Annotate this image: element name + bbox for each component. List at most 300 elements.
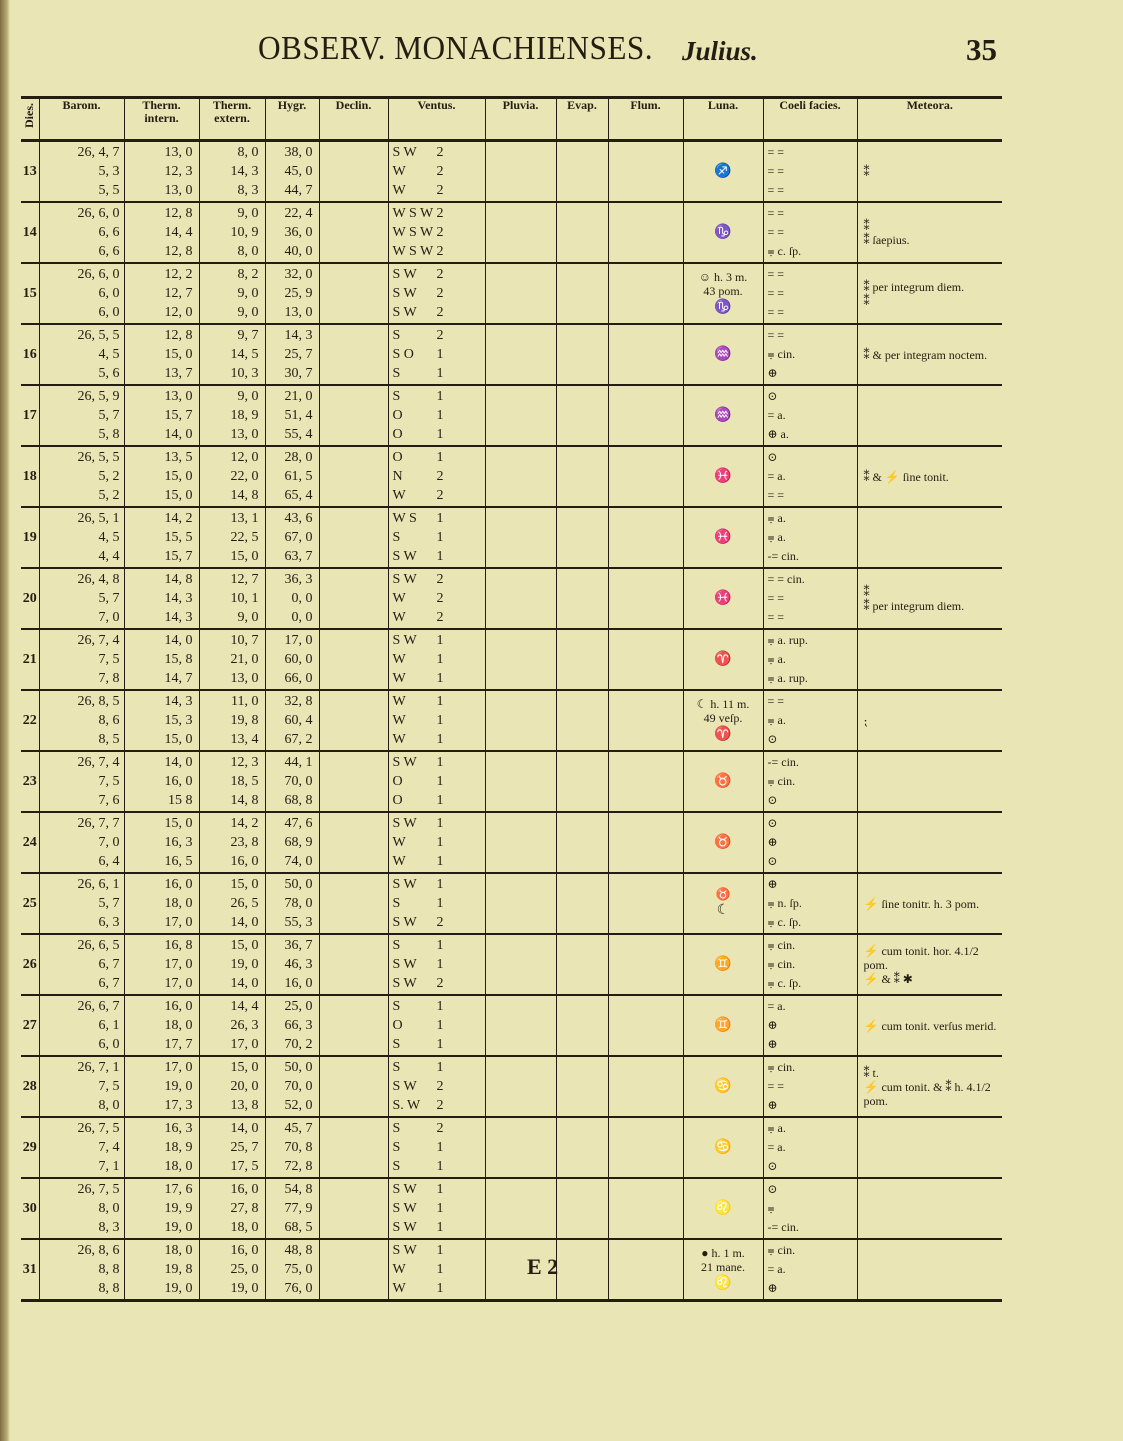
flum-cell (608, 385, 683, 446)
hygr-cell: 44, 1 70, 0 68, 8 (265, 751, 319, 812)
ventus-cell (388, 324, 485, 385)
observation-rows (21, 141, 1002, 1301)
day-cell: 23 (21, 751, 39, 812)
wind-direction: S W (392, 633, 417, 648)
hygr-cell: 38, 0 45, 0 44, 7 (265, 141, 319, 203)
flum-cell (608, 507, 683, 568)
wind-direction: O (392, 793, 403, 808)
wind-direction: O (392, 1018, 403, 1033)
day-cell: 14 (21, 202, 39, 263)
wind-direction: O (392, 427, 403, 442)
ventus-cell (388, 507, 485, 568)
wind-force: 1 (436, 1140, 444, 1155)
barom-cell: 26, 6, 1 5, 7 6, 3 (39, 873, 124, 934)
wind-direction: W (392, 732, 406, 747)
wind-direction: S W (392, 549, 417, 564)
wind-force: 2 (436, 164, 444, 179)
therm-intern-cell: 15, 0 16, 3 16, 5 (124, 812, 199, 873)
wind-force: 2 (436, 1098, 444, 1113)
header-row (21, 98, 1002, 141)
table-row (21, 202, 1002, 263)
flum-cell (608, 1239, 683, 1301)
flum-cell (608, 263, 683, 324)
coeli-cell: = = cin. = = = = (763, 568, 857, 629)
wind-force: 1 (436, 877, 444, 892)
col-header-declin: Declin. (319, 98, 388, 141)
flum-cell (608, 873, 683, 934)
wind-force: 2 (436, 610, 444, 625)
barom-cell: 26, 6, 7 6, 1 6, 0 (39, 995, 124, 1056)
table-row (21, 995, 1002, 1056)
therm-extern-cell: 13, 1 22, 5 15, 0 (199, 507, 265, 568)
wind-direction: S W (392, 267, 417, 282)
hygr-cell: 54, 8 77, 9 68, 5 (265, 1178, 319, 1239)
wind-force: 1 (436, 999, 444, 1014)
coeli-cell: = = ⩦ a. ⊙ (763, 690, 857, 751)
wind-force: 2 (436, 183, 444, 198)
coeli-cell: ⊙ ⊕ ⊙ (763, 812, 857, 873)
ventus-cell (388, 812, 485, 873)
pluvia-cell (485, 812, 556, 873)
ventus-cell (388, 629, 485, 690)
ventus-cell (388, 202, 485, 263)
therm-extern-cell: 10, 7 21, 0 13, 0 (199, 629, 265, 690)
meteora-cell (857, 507, 1002, 568)
wind-force: 1 (436, 1060, 444, 1075)
ventus-cell (388, 873, 485, 934)
wind-force: 1 (436, 1159, 444, 1174)
declin-cell (319, 934, 388, 995)
barom-cell: 26, 5, 5 5, 2 5, 2 (39, 446, 124, 507)
pluvia-cell (485, 568, 556, 629)
hygr-cell: 21, 0 51, 4 55, 4 (265, 385, 319, 446)
therm-intern-cell: 14, 8 14, 3 14, 3 (124, 568, 199, 629)
col-header-therm-extern: Therm. extern. (199, 98, 265, 141)
therm-extern-cell: 8, 0 14, 3 8, 3 (199, 141, 265, 203)
signature-mark: E 2 (527, 1254, 559, 1279)
therm-extern-cell: 16, 0 27, 8 18, 0 (199, 1178, 265, 1239)
table-row (21, 690, 1002, 751)
luna-cell: ☺ h. 3 m. 43 pom. ♑ (683, 263, 763, 324)
flum-cell (608, 324, 683, 385)
wind-direction: W (392, 488, 406, 503)
coeli-cell: ⊕ ⩦ n. ſp. ⩦ c. ſp. (763, 873, 857, 934)
flum-cell (608, 751, 683, 812)
therm-intern-cell: 16, 8 17, 0 17, 0 (124, 934, 199, 995)
wind-force: 1 (436, 671, 444, 686)
table-row (21, 1178, 1002, 1239)
day-cell: 17 (21, 385, 39, 446)
wind-force: 1 (436, 1201, 444, 1216)
col-header-barom: Barom. (39, 98, 124, 141)
evap-cell (556, 446, 608, 507)
wind-direction: S W (392, 572, 417, 587)
pluvia-cell (485, 263, 556, 324)
wind-force: 2 (436, 145, 444, 160)
wind-direction: S (392, 328, 401, 343)
luna-cell: ♓ (683, 507, 763, 568)
day-cell: 16 (21, 324, 39, 385)
wind-direction: W (392, 1262, 406, 1277)
wind-force: 1 (436, 1262, 444, 1277)
luna-cell: ♒ (683, 324, 763, 385)
therm-intern-cell: 14, 0 16, 0 15 8 (124, 751, 199, 812)
col-header-pluvia: Pluvia. (485, 98, 556, 141)
luna-cell: ♋ (683, 1117, 763, 1178)
hygr-cell: 45, 7 70, 8 72, 8 (265, 1117, 319, 1178)
hygr-cell: 36, 7 46, 3 16, 0 (265, 934, 319, 995)
meteora-cell (857, 751, 1002, 812)
hygr-cell: 32, 8 60, 4 67, 2 (265, 690, 319, 751)
therm-extern-cell: 9, 7 14, 5 10, 3 (199, 324, 265, 385)
table-row (21, 629, 1002, 690)
therm-intern-cell: 16, 0 18, 0 17, 7 (124, 995, 199, 1056)
wind-force: 2 (436, 1121, 444, 1136)
meteora-cell: ⁑ & ⚡ ſine tonit. (857, 446, 1002, 507)
therm-intern-cell: 16, 0 18, 0 17, 0 (124, 873, 199, 934)
luna-cell: ♊ (683, 995, 763, 1056)
wind-force: 2 (436, 206, 444, 221)
luna-cell: ● h. 1 m. 21 mane. ♌ (683, 1239, 763, 1301)
table-row (21, 812, 1002, 873)
wind-force: 1 (436, 1220, 444, 1235)
wind-direction: S W (392, 305, 417, 320)
barom-cell: 26, 5, 1 4, 5 4, 4 (39, 507, 124, 568)
col-header-coeli: Coeli facies. (763, 98, 857, 141)
wind-direction: S W (392, 286, 417, 301)
pluvia-cell (485, 507, 556, 568)
luna-cell: ♋ (683, 1056, 763, 1117)
meteora-cell (857, 629, 1002, 690)
wind-direction: W (392, 854, 406, 869)
therm-intern-cell: 12, 2 12, 7 12, 0 (124, 263, 199, 324)
day-cell: 21 (21, 629, 39, 690)
col-header-flum: Flum. (608, 98, 683, 141)
therm-extern-cell: 16, 0 25, 0 19, 0 (199, 1239, 265, 1301)
table-row (21, 507, 1002, 568)
luna-cell: ♉ (683, 751, 763, 812)
page-number: 35 (966, 32, 997, 67)
wind-direction: S W (392, 1201, 417, 1216)
wind-force: 2 (436, 225, 444, 240)
coeli-cell: ⩦ cin. = = ⊕ (763, 1056, 857, 1117)
ventus-cell (388, 751, 485, 812)
evap-cell (556, 1239, 608, 1301)
therm-extern-cell: 15, 0 19, 0 14, 0 (199, 934, 265, 995)
day-cell: 27 (21, 995, 39, 1056)
ventus-cell (388, 141, 485, 203)
day-cell: 20 (21, 568, 39, 629)
therm-intern-cell: 14, 0 15, 8 14, 7 (124, 629, 199, 690)
ventus-cell (388, 995, 485, 1056)
wind-direction: S W (392, 1079, 417, 1094)
flum-cell (608, 141, 683, 203)
flum-cell (608, 690, 683, 751)
wind-direction: S W (392, 1243, 417, 1258)
coeli-cell: = = = = = = (763, 141, 857, 203)
meteora-cell: ⚡ cum tonit. hor. 4.1/2 pom. ⚡ & ⁑ ✱ (857, 934, 1002, 995)
coeli-cell: ⊙ = a. ⊕ a. (763, 385, 857, 446)
pluvia-cell (485, 1178, 556, 1239)
evap-cell (556, 934, 608, 995)
flum-cell (608, 1117, 683, 1178)
pluvia-cell (485, 995, 556, 1056)
declin-cell (319, 1056, 388, 1117)
evap-cell (556, 751, 608, 812)
luna-cell: ♒ (683, 385, 763, 446)
wind-direction: W S W (392, 225, 434, 240)
barom-cell: 26, 6, 0 6, 6 6, 6 (39, 202, 124, 263)
luna-cell: ☾ h. 11 m. 49 veſp. ♈ (683, 690, 763, 751)
barom-cell: 26, 7, 5 7, 4 7, 1 (39, 1117, 124, 1178)
barom-cell: 26, 7, 1 7, 5 8, 0 (39, 1056, 124, 1117)
luna-cell: ♌ (683, 1178, 763, 1239)
col-header-ventus: Ventus. (388, 98, 485, 141)
luna-cell: ♐ (683, 141, 763, 203)
day-cell: 25 (21, 873, 39, 934)
hygr-cell: 43, 6 67, 0 63, 7 (265, 507, 319, 568)
ventus-cell (388, 1056, 485, 1117)
luna-cell: ♉ (683, 812, 763, 873)
wind-direction: S W (392, 1182, 417, 1197)
coeli-cell: -= cin. ⩦ cin. ⊙ (763, 751, 857, 812)
meteora-cell: ⁑ ⁑ ſaepius. (857, 202, 1002, 263)
wind-direction: W (392, 591, 406, 606)
coeli-cell: ⊙ ⩦ -= cin. (763, 1178, 857, 1239)
page-title: OBSERV. MONACHIENSES. (258, 30, 654, 67)
coeli-cell: ⩦ a. = a. ⊙ (763, 1117, 857, 1178)
pluvia-cell (485, 1117, 556, 1178)
wind-force: 1 (436, 450, 444, 465)
meteora-cell: ⁑ t. ⚡ cum tonit. & ⁑ h. 4.1/2 pom. (857, 1056, 1002, 1117)
therm-extern-cell: 14, 2 23, 8 16, 0 (199, 812, 265, 873)
wind-force: 1 (436, 694, 444, 709)
declin-cell (319, 141, 388, 203)
table-row (21, 141, 1002, 203)
therm-intern-cell: 14, 3 15, 3 15, 0 (124, 690, 199, 751)
luna-cell: ♈ (683, 629, 763, 690)
declin-cell (319, 812, 388, 873)
col-header-luna: Luna. (683, 98, 763, 141)
ventus-cell (388, 263, 485, 324)
declin-cell (319, 446, 388, 507)
luna-cell: ♊ (683, 934, 763, 995)
wind-force: 1 (436, 713, 444, 728)
table-row (21, 934, 1002, 995)
evap-cell (556, 812, 608, 873)
wind-direction: S (392, 999, 401, 1014)
table-row (21, 446, 1002, 507)
therm-intern-cell: 12, 8 15, 0 13, 7 (124, 324, 199, 385)
hygr-cell: 48, 8 75, 0 76, 0 (265, 1239, 319, 1301)
therm-extern-cell: 14, 0 25, 7 17, 5 (199, 1117, 265, 1178)
evap-cell (556, 629, 608, 690)
luna-cell: ♓ (683, 446, 763, 507)
wind-direction: S W (392, 877, 417, 892)
day-cell: 18 (21, 446, 39, 507)
therm-extern-cell: 12, 0 22, 0 14, 8 (199, 446, 265, 507)
pluvia-cell (485, 690, 556, 751)
therm-extern-cell: 15, 0 26, 5 14, 0 (199, 873, 265, 934)
pluvia-cell (485, 385, 556, 446)
wind-direction: S W (392, 957, 417, 972)
therm-extern-cell: 11, 0 19, 8 13, 4 (199, 690, 265, 751)
wind-force: 2 (436, 305, 444, 320)
therm-extern-cell: 8, 2 9, 0 9, 0 (199, 263, 265, 324)
day-cell: 13 (21, 141, 39, 203)
wind-force: 1 (436, 633, 444, 648)
wind-direction: O (392, 408, 403, 423)
day-cell: 22 (21, 690, 39, 751)
wind-force: 1 (436, 652, 444, 667)
barom-cell: 26, 5, 5 4, 5 5, 6 (39, 324, 124, 385)
day-cell: 24 (21, 812, 39, 873)
wind-direction: W (392, 671, 406, 686)
pluvia-cell (485, 873, 556, 934)
luna-cell: ♓ (683, 568, 763, 629)
wind-force: 1 (436, 755, 444, 770)
hygr-cell: 50, 0 70, 0 52, 0 (265, 1056, 319, 1117)
ventus-cell (388, 1117, 485, 1178)
meteora-cell (857, 385, 1002, 446)
col-header-dies: Dies. (21, 98, 39, 141)
luna-cell: ♑ (683, 202, 763, 263)
table-row (21, 1117, 1002, 1178)
wind-force: 2 (436, 572, 444, 587)
hygr-cell: 14, 3 25, 7 30, 7 (265, 324, 319, 385)
meteora-cell: ⁑ (857, 141, 1002, 203)
barom-cell: 26, 7, 4 7, 5 7, 6 (39, 751, 124, 812)
wind-force: 2 (436, 469, 444, 484)
declin-cell (319, 690, 388, 751)
meteora-cell: ⚡ ſine tonitr. h. 3 pom. (857, 873, 1002, 934)
hygr-cell: 28, 0 61, 5 65, 4 (265, 446, 319, 507)
wind-direction: W (392, 835, 406, 850)
ventus-cell (388, 1239, 485, 1301)
page-header (0, 28, 1123, 78)
wind-force: 1 (436, 854, 444, 869)
wind-force: 2 (436, 286, 444, 301)
wind-direction: W S W (392, 244, 434, 259)
evap-cell (556, 1117, 608, 1178)
evap-cell (556, 568, 608, 629)
wind-force: 2 (436, 488, 444, 503)
wind-force: 1 (436, 1182, 444, 1197)
evap-cell (556, 385, 608, 446)
coeli-cell: ⩦ cin. = a. ⊕ (763, 1239, 857, 1301)
evap-cell (556, 141, 608, 203)
hygr-cell: 50, 0 78, 0 55, 3 (265, 873, 319, 934)
wind-direction: S W (392, 145, 417, 160)
pluvia-cell (485, 629, 556, 690)
wind-force: 1 (436, 938, 444, 953)
ventus-cell (388, 446, 485, 507)
therm-intern-cell: 17, 0 19, 0 17, 3 (124, 1056, 199, 1117)
declin-cell (319, 995, 388, 1056)
therm-extern-cell: 9, 0 18, 9 13, 0 (199, 385, 265, 446)
evap-cell (556, 1056, 608, 1117)
declin-cell (319, 629, 388, 690)
wind-force: 2 (436, 1079, 444, 1094)
wind-force: 2 (436, 915, 444, 930)
barom-cell: 26, 6, 5 6, 7 6, 7 (39, 934, 124, 995)
wind-force: 1 (436, 774, 444, 789)
barom-cell: 26, 7, 5 8, 0 8, 3 (39, 1178, 124, 1239)
wind-force: 1 (436, 511, 444, 526)
therm-extern-cell: 15, 0 20, 0 13, 8 (199, 1056, 265, 1117)
table-row (21, 324, 1002, 385)
wind-direction: S O (392, 347, 414, 362)
wind-force: 1 (436, 1018, 444, 1033)
coeli-cell: = = = = = = (763, 263, 857, 324)
flum-cell (608, 1178, 683, 1239)
pluvia-cell (485, 1056, 556, 1117)
wind-direction: S (392, 1060, 401, 1075)
day-cell: 30 (21, 1178, 39, 1239)
barom-cell: 26, 6, 0 6, 0 6, 0 (39, 263, 124, 324)
wind-direction: N (392, 469, 403, 484)
coeli-cell: = a. ⊕ ⊕ (763, 995, 857, 1056)
wind-force: 1 (436, 957, 444, 972)
pluvia-cell (485, 934, 556, 995)
wind-direction: S (392, 938, 401, 953)
wind-direction: S (392, 1037, 401, 1052)
wind-force: 2 (436, 328, 444, 343)
hygr-cell: 32, 0 25, 9 13, 0 (265, 263, 319, 324)
therm-extern-cell: 12, 7 10, 1 9, 0 (199, 568, 265, 629)
wind-force: 1 (436, 427, 444, 442)
declin-cell (319, 1117, 388, 1178)
evap-cell (556, 995, 608, 1056)
declin-cell (319, 873, 388, 934)
wind-direction: W (392, 164, 406, 179)
declin-cell (319, 263, 388, 324)
therm-intern-cell: 14, 2 15, 5 15, 7 (124, 507, 199, 568)
wind-force: 1 (436, 1243, 444, 1258)
wind-force: 1 (436, 549, 444, 564)
ventus-cell (388, 690, 485, 751)
table-row (21, 751, 1002, 812)
wind-direction: S (392, 1159, 401, 1174)
ventus-cell (388, 1178, 485, 1239)
therm-intern-cell: 13, 5 15, 0 15, 0 (124, 446, 199, 507)
wind-force: 1 (436, 1281, 444, 1296)
declin-cell (319, 1239, 388, 1301)
declin-cell (319, 324, 388, 385)
pluvia-cell (485, 324, 556, 385)
pluvia-cell (485, 446, 556, 507)
meteora-cell (857, 1178, 1002, 1239)
coeli-cell: ⩦ cin. ⩦ cin. ⩦ c. ſp. (763, 934, 857, 995)
flum-cell (608, 995, 683, 1056)
meteora-cell (857, 1239, 1002, 1301)
pluvia-cell (485, 751, 556, 812)
declin-cell (319, 568, 388, 629)
hygr-cell: 25, 0 66, 3 70, 2 (265, 995, 319, 1056)
wind-direction: S W (392, 816, 417, 831)
therm-extern-cell: 12, 3 18, 5 14, 8 (199, 751, 265, 812)
coeli-cell: ⩦ a. ⩦ a. -= cin. (763, 507, 857, 568)
barom-cell: 26, 8, 6 8, 8 8, 8 (39, 1239, 124, 1301)
barom-cell: 26, 7, 7 7, 0 6, 4 (39, 812, 124, 873)
evap-cell (556, 873, 608, 934)
hygr-cell: 17, 0 60, 0 66, 0 (265, 629, 319, 690)
declin-cell (319, 385, 388, 446)
barom-cell: 26, 4, 7 5, 3 5, 5 (39, 141, 124, 203)
col-header-hygr: Hygr. (265, 98, 319, 141)
wind-direction: S W (392, 1220, 417, 1235)
evap-cell (556, 507, 608, 568)
